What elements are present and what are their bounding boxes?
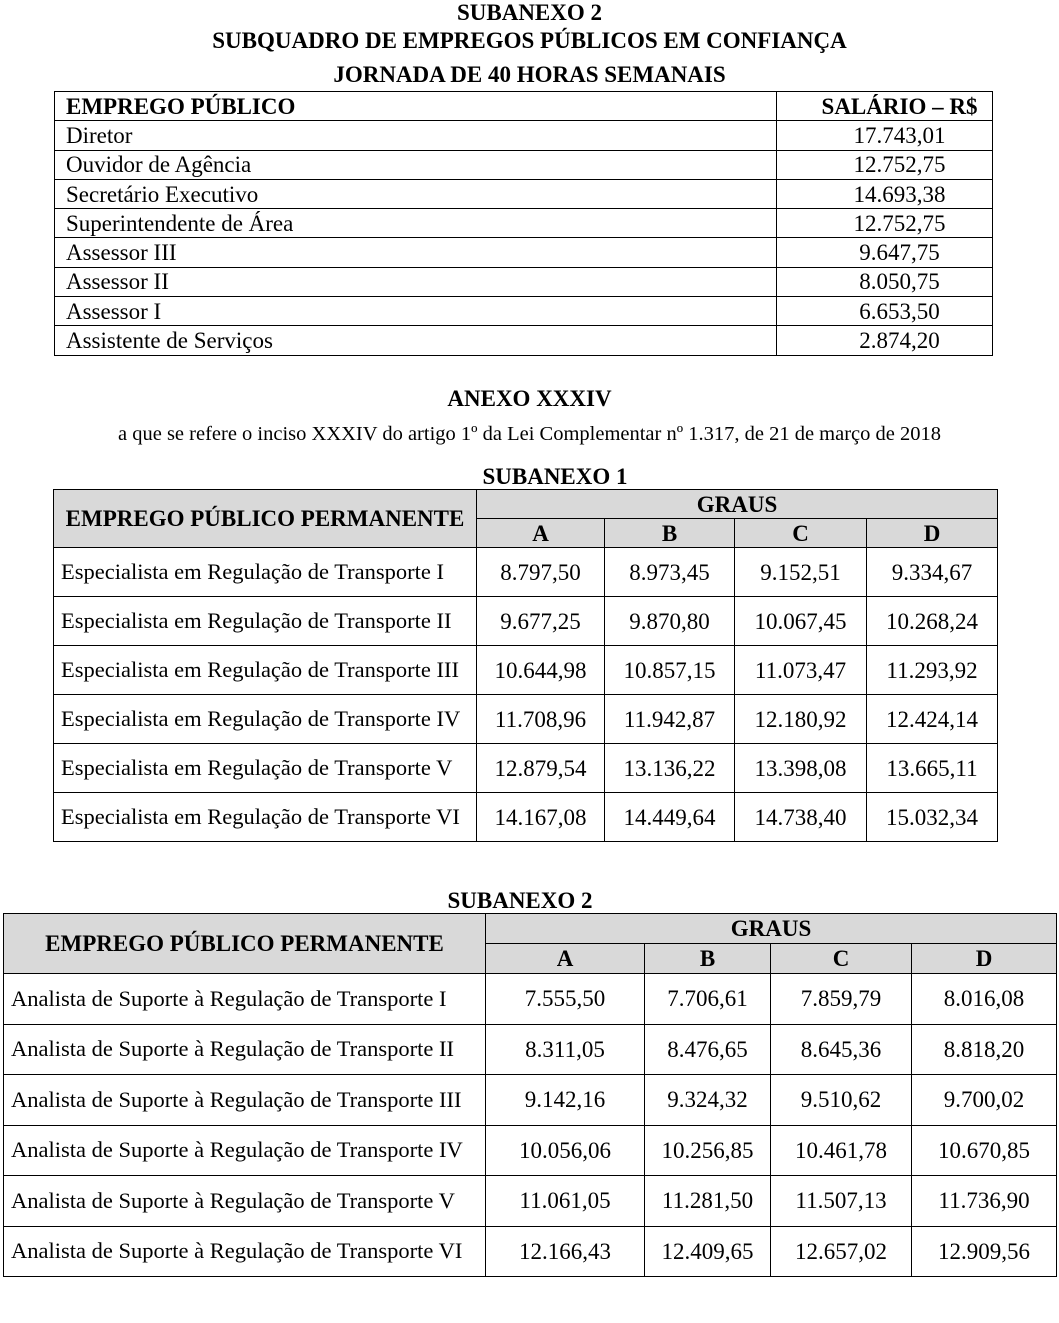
position-name-cell: Analista de Suporte à Regulação de Transporte V (4, 1176, 486, 1227)
table-row (4, 974, 1057, 1025)
grade-value-cell: 10.067,45 (735, 597, 867, 646)
grade-value-cell: 14.449,64 (605, 793, 735, 842)
section2-title: SUBANEXO 1 (482, 464, 628, 489)
position-name-cell: Especialista em Regulação de Transporte VI (54, 793, 477, 842)
grade-value-cell: 13.136,22 (605, 744, 735, 793)
table-row (4, 1176, 1057, 1227)
grade-header-c: C (735, 519, 867, 548)
grade-value-cell: 8.311,05 (486, 1024, 645, 1075)
grade-value-cell: 9.510,62 (771, 1075, 912, 1126)
grade-value-cell: 12.166,43 (486, 1226, 645, 1277)
table-header-row (55, 92, 993, 121)
grade-value-cell: 11.281,50 (645, 1176, 771, 1227)
analyst-salary-table (3, 913, 1057, 1277)
salary-cell: 17.743,01 (777, 121, 993, 150)
table-row (55, 267, 993, 296)
position-name-cell: Analista de Suporte à Regulação de Transporte IV (4, 1125, 486, 1176)
table-row (55, 209, 993, 238)
section1-subtitle: SUBQUADRO DE EMPREGOS PÚBLICOS EM CONFIANÇA (212, 28, 847, 53)
grade-value-cell: 13.398,08 (735, 744, 867, 793)
position-name-cell: Especialista em Regulação de Transporte V (54, 744, 477, 793)
grade-header-c: C (771, 944, 912, 974)
table-header-row (4, 914, 1057, 944)
grade-value-cell: 13.665,11 (867, 744, 998, 793)
grade-value-cell: 15.032,34 (867, 793, 998, 842)
table-row (54, 646, 998, 695)
table-row (55, 326, 993, 355)
grade-value-cell: 11.708,96 (477, 695, 605, 744)
table-row (55, 179, 993, 208)
position-name-cell: Assessor I (55, 297, 777, 326)
table-row (55, 150, 993, 179)
position-name-cell: Ouvidor de Agência (55, 150, 777, 179)
position-name-cell: Analista de Suporte à Regulação de Transporte III (4, 1075, 486, 1126)
salary-cell: 6.653,50 (777, 297, 993, 326)
table-row (4, 1226, 1057, 1277)
salary-cell: 9.647,75 (777, 238, 993, 267)
column-header: SALÁRIO – R$ (777, 92, 993, 121)
salary-cell: 14.693,38 (777, 179, 993, 208)
grade-value-cell: 8.818,20 (912, 1024, 1057, 1075)
grade-header-b: B (605, 519, 735, 548)
table-row (55, 121, 993, 150)
grade-value-cell: 11.942,87 (605, 695, 735, 744)
annex-title: ANEXO XXXIV (447, 386, 612, 411)
table-row (54, 548, 998, 597)
grade-value-cell: 11.507,13 (771, 1176, 912, 1227)
table-row (54, 744, 998, 793)
section3-title: SUBANEXO 2 (447, 888, 593, 913)
table-row (55, 297, 993, 326)
emprego-header: EMPREGO PÚBLICO PERMANENTE (54, 490, 477, 548)
grade-value-cell: 11.073,47 (735, 646, 867, 695)
table-row (4, 1125, 1057, 1176)
column-header: EMPREGO PÚBLICO (55, 92, 777, 121)
grade-value-cell: 9.324,32 (645, 1075, 771, 1126)
grade-header-a: A (477, 519, 605, 548)
grade-value-cell: 8.645,36 (771, 1024, 912, 1075)
grade-value-cell: 8.016,08 (912, 974, 1057, 1025)
grade-value-cell: 10.268,24 (867, 597, 998, 646)
grade-header-d: D (867, 519, 998, 548)
grade-value-cell: 9.142,16 (486, 1075, 645, 1126)
graus-header: GRAUS (477, 490, 998, 519)
grade-value-cell: 9.870,80 (605, 597, 735, 646)
position-name-cell: Diretor (55, 121, 777, 150)
grade-value-cell: 7.859,79 (771, 974, 912, 1025)
grade-value-cell: 11.293,92 (867, 646, 998, 695)
grade-value-cell: 8.797,50 (477, 548, 605, 597)
table-row (54, 793, 998, 842)
grade-value-cell: 10.644,98 (477, 646, 605, 695)
position-name-cell: Analista de Suporte à Regulação de Transporte II (4, 1024, 486, 1075)
grade-value-cell: 9.700,02 (912, 1075, 1057, 1126)
grade-header-d: D (912, 944, 1057, 974)
position-name-cell: Assessor III (55, 238, 777, 267)
table-header-row (54, 490, 998, 519)
grade-value-cell: 7.706,61 (645, 974, 771, 1025)
section1-title: SUBANEXO 2 (456, 0, 603, 25)
position-name-cell: Assessor II (55, 267, 777, 296)
specialist-salary-table (53, 489, 998, 842)
grade-value-cell: 10.857,15 (605, 646, 735, 695)
annex-reference: a que se refere o inciso XXXIV do artigo 1º da Lei Complementar nº 1.317, de 21 de março de 2018 (118, 423, 941, 445)
salary-cell: 2.874,20 (777, 326, 993, 355)
position-name-cell: Assistente de Serviços (55, 326, 777, 355)
grade-value-cell: 8.476,65 (645, 1024, 771, 1075)
grade-value-cell: 10.670,85 (912, 1125, 1057, 1176)
grade-value-cell: 12.657,02 (771, 1226, 912, 1277)
graus-header: GRAUS (486, 914, 1057, 944)
position-name-cell: Superintendente de Área (55, 209, 777, 238)
position-name-cell: Secretário Executivo (55, 179, 777, 208)
table-row (4, 1075, 1057, 1126)
grade-value-cell: 10.056,06 (486, 1125, 645, 1176)
table-row (55, 238, 993, 267)
grade-value-cell: 9.334,67 (867, 548, 998, 597)
position-name-cell: Especialista em Regulação de Transporte I (54, 548, 477, 597)
grade-value-cell: 11.061,05 (486, 1176, 645, 1227)
grade-value-cell: 12.424,14 (867, 695, 998, 744)
trust-positions-table (54, 91, 993, 356)
table-row (54, 695, 998, 744)
position-name-cell: Analista de Suporte à Regulação de Transporte I (4, 974, 486, 1025)
grade-value-cell: 11.736,90 (912, 1176, 1057, 1227)
grade-value-cell: 12.909,56 (912, 1226, 1057, 1277)
grade-value-cell: 12.409,65 (645, 1226, 771, 1277)
grade-header-a: A (486, 944, 645, 974)
grade-value-cell: 12.879,54 (477, 744, 605, 793)
salary-cell: 12.752,75 (777, 209, 993, 238)
table-row (54, 597, 998, 646)
grade-value-cell: 14.167,08 (477, 793, 605, 842)
grade-value-cell: 9.677,25 (477, 597, 605, 646)
emprego-header: EMPREGO PÚBLICO PERMANENTE (4, 914, 486, 974)
grade-value-cell: 7.555,50 (486, 974, 645, 1025)
position-name-cell: Especialista em Regulação de Transporte III (54, 646, 477, 695)
grade-value-cell: 12.180,92 (735, 695, 867, 744)
position-name-cell: Especialista em Regulação de Transporte II (54, 597, 477, 646)
grade-value-cell: 14.738,40 (735, 793, 867, 842)
grade-value-cell: 9.152,51 (735, 548, 867, 597)
position-name-cell: Analista de Suporte à Regulação de Transporte VI (4, 1226, 486, 1277)
salary-cell: 12.752,75 (777, 150, 993, 179)
section1-subtitle2: JORNADA DE 40 HORAS SEMANAIS (333, 62, 726, 87)
grade-value-cell: 8.973,45 (605, 548, 735, 597)
grade-value-cell: 10.461,78 (771, 1125, 912, 1176)
salary-cell: 8.050,75 (777, 267, 993, 296)
grade-header-b: B (645, 944, 771, 974)
table-row (4, 1024, 1057, 1075)
grade-value-cell: 10.256,85 (645, 1125, 771, 1176)
position-name-cell: Especialista em Regulação de Transporte IV (54, 695, 477, 744)
